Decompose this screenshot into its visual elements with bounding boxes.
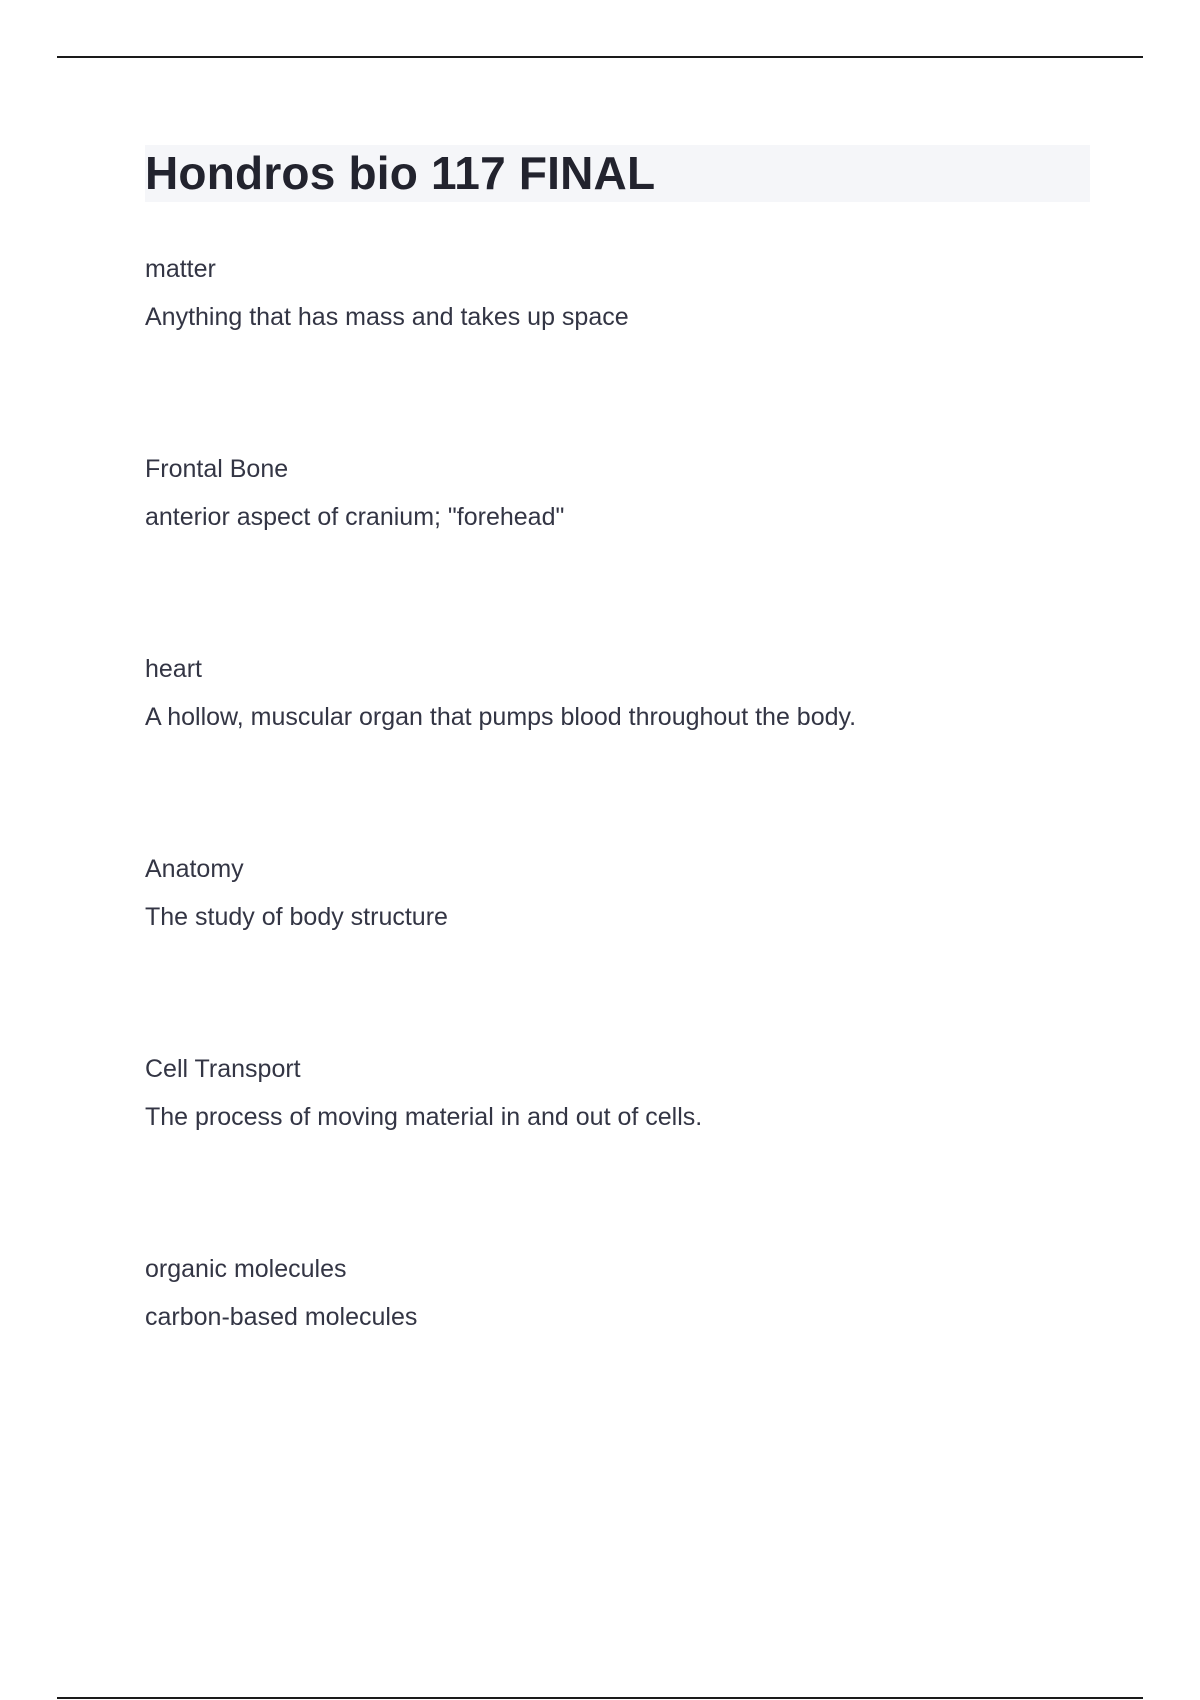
flashcard-definition: anterior aspect of cranium; "forehead" xyxy=(145,503,565,531)
top-rule xyxy=(57,56,1143,58)
flashcard-term: Cell Transport xyxy=(145,1055,301,1083)
flashcard xyxy=(145,652,1090,852)
flashcard-term: heart xyxy=(145,655,202,683)
bottom-rule xyxy=(57,1697,1143,1699)
flashcard-term: matter xyxy=(145,255,216,283)
title-banner xyxy=(145,145,1090,202)
flashcard-term: Frontal Bone xyxy=(145,455,289,483)
flashcard-definition: Anything that has mass and takes up space xyxy=(145,303,629,331)
flashcard-term: Anatomy xyxy=(145,855,244,883)
flashcard xyxy=(145,452,1090,652)
flashcard xyxy=(145,1252,1090,1452)
flashcard xyxy=(145,252,1090,452)
flashcard xyxy=(145,1052,1090,1252)
flashcard xyxy=(145,852,1090,1052)
flashcard-definition: carbon-based molecules xyxy=(145,1303,418,1331)
flashcard-term: organic molecules xyxy=(145,1255,347,1283)
flashcard-list xyxy=(145,252,1090,1452)
flashcard-definition: A hollow, muscular organ that pumps blood throughout the body. xyxy=(145,703,857,731)
flashcard-definition: The process of moving material in and out of cells. xyxy=(145,1103,703,1131)
page-title: Hondros bio 117 FINAL xyxy=(145,147,656,199)
flashcard-definition: The study of body structure xyxy=(145,903,448,931)
